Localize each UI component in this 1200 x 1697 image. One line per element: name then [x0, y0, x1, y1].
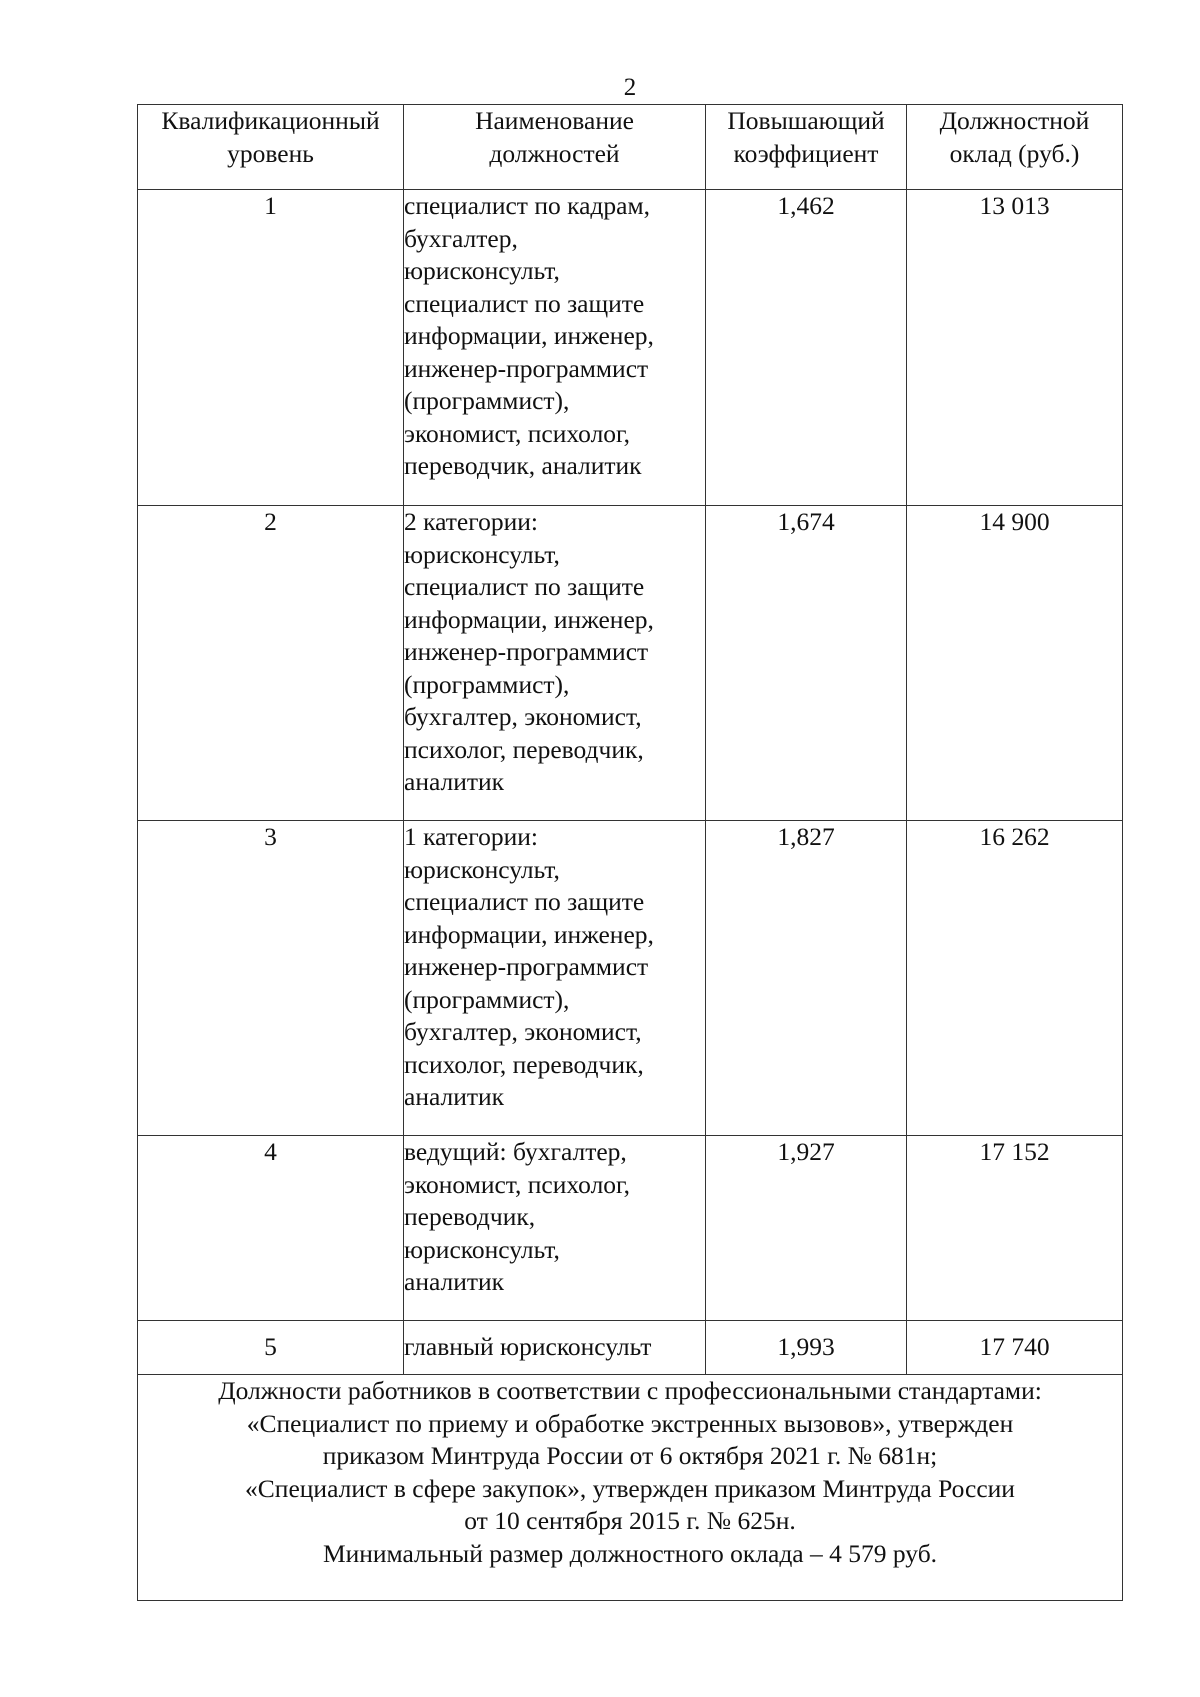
- cell-coefficient: 1,993: [706, 1321, 907, 1375]
- header-coefficient: Повышающий коэффициент: [706, 105, 907, 190]
- cell-salary: 16 262: [907, 821, 1123, 1136]
- cell-level: 2: [138, 506, 404, 821]
- table-row: [138, 1321, 1123, 1375]
- header-position-name: Наименование должностей: [404, 105, 706, 190]
- cell-level: 1: [138, 190, 404, 506]
- table-header-row: [138, 105, 1123, 190]
- cell-positions: главный юрисконсульт: [404, 1321, 706, 1375]
- cell-level: 4: [138, 1136, 404, 1321]
- table-row: [138, 190, 1123, 506]
- table-row: [138, 506, 1123, 821]
- cell-coefficient: 1,827: [706, 821, 907, 1136]
- cell-positions: специалист по кадрам, бухгалтер, юрисконсульт, специалист по защите информации, инженер, инженер-программист (программист), экономист, психолог, переводчик, аналитик: [404, 190, 706, 506]
- cell-coefficient: 1,462: [706, 190, 907, 506]
- cell-level: 5: [138, 1321, 404, 1375]
- cell-level: 3: [138, 821, 404, 1136]
- cell-salary: 14 900: [907, 506, 1123, 821]
- header-qualification-level: Квалификационный уровень: [138, 105, 404, 190]
- table-note: Должности работников в соответствии с профессиональными стандартами: «Специалист по приему и обработке экстренных вызовов», утвержден приказом Минтруда России от 6 октября 2021 г. № 681н; «Специалист в сфере закупок», утвержден приказом Минтруда России от 10 сентября 2015 г. № 625н. Минимальный размер должностного оклада – 4 579 руб.: [138, 1375, 1123, 1601]
- salary-table: [137, 104, 1123, 1601]
- table-note-row: [138, 1375, 1123, 1601]
- table-row: [138, 821, 1123, 1136]
- cell-salary: 17 740: [907, 1321, 1123, 1375]
- cell-salary: 17 152: [907, 1136, 1123, 1321]
- header-salary: Должностной оклад (руб.): [907, 105, 1123, 190]
- cell-positions: 2 категории: юрисконсульт, специалист по защите информации, инженер, инженер-программист (программист), бухгалтер, экономист, психолог, переводчик, аналитик: [404, 506, 706, 821]
- table-row: [138, 1136, 1123, 1321]
- cell-positions: 1 категории: юрисконсульт, специалист по защите информации, инженер, инженер-программист (программист), бухгалтер, экономист, психолог, переводчик, аналитик: [404, 821, 706, 1136]
- cell-salary: 13 013: [907, 190, 1123, 506]
- cell-positions: ведущий: бухгалтер, экономист, психолог, переводчик, юрисконсульт, аналитик: [404, 1136, 706, 1321]
- cell-coefficient: 1,674: [706, 506, 907, 821]
- cell-coefficient: 1,927: [706, 1136, 907, 1321]
- page-number: 2: [623, 74, 637, 101]
